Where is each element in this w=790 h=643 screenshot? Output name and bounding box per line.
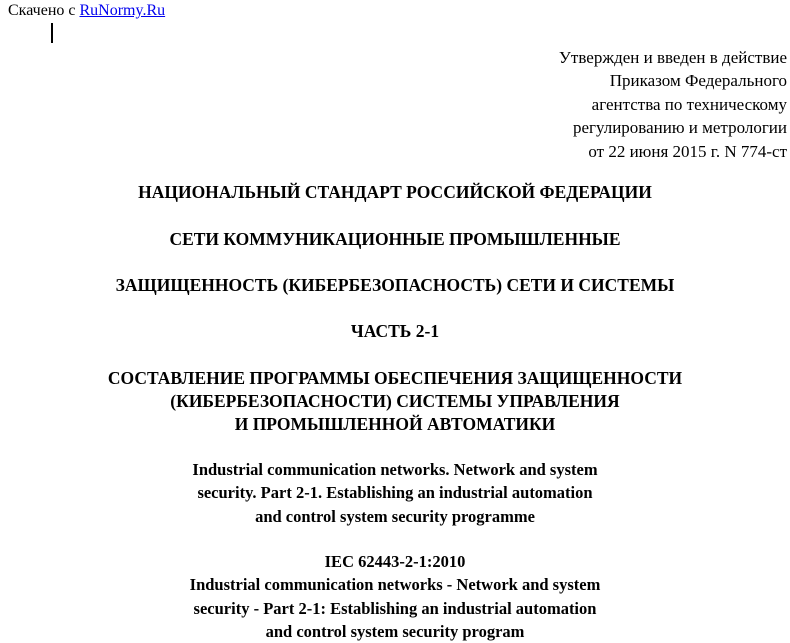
approval-line: Приказом Федерального bbox=[609, 71, 787, 91]
approval-line: Утвержден и введен в действие bbox=[558, 48, 787, 67]
text-cursor bbox=[51, 23, 53, 43]
document-title-line: (КИБЕРБЕЗОПАСНОСТИ) СИСТЕМЫ УПРАВЛЕНИЯ bbox=[170, 391, 620, 411]
english-title-line: Industrial communication networks. Network and system bbox=[192, 460, 598, 479]
approval-line: регулированию и метрологии bbox=[572, 118, 787, 138]
standard-type-heading: НАЦИОНАЛЬНЫЙ СТАНДАРТ РОССИЙСКОЙ ФЕДЕРАЦИИ bbox=[138, 182, 652, 202]
english-title-line: and control system security programme bbox=[255, 506, 535, 526]
english-title-line: security. Part 2-1. Establishing an industrial automation bbox=[197, 483, 593, 503]
document-title-line: СОСТАВЛЕНИЕ ПРОГРАММЫ ОБЕСПЕЧЕНИЯ ЗАЩИЩЕННОСТИ bbox=[107, 368, 683, 388]
iec-code: IEC 62443-2-1:2010 bbox=[324, 552, 466, 571]
part-heading: ЧАСТЬ 2-1 bbox=[350, 321, 440, 341]
iec-title-line: Industrial communication networks - Network and system bbox=[189, 575, 601, 595]
subseries-heading: ЗАЩИЩЕННОСТЬ (КИБЕРБЕЗОПАСНОСТЬ) СЕТИ И СИСТЕМЫ bbox=[115, 275, 675, 295]
approval-line: агентства по техническому bbox=[591, 94, 787, 114]
approval-block bbox=[559, 46, 787, 163]
document-title-line: И ПРОМЫШЛЕННОЙ АВТОМАТИКИ bbox=[234, 414, 556, 434]
iec-title-line: and control system security program bbox=[265, 621, 525, 641]
iec-title-line: security - Part 2-1: Establishing an industrial automation bbox=[193, 598, 597, 618]
iec-reference bbox=[0, 550, 790, 643]
runormy-link[interactable]: RuNormy.Ru bbox=[79, 2, 166, 19]
document-title bbox=[0, 367, 790, 436]
series-heading: СЕТИ КОММУНИКАЦИОННЫЕ ПРОМЫШЛЕННЫЕ bbox=[169, 229, 621, 249]
english-title bbox=[0, 458, 790, 528]
download-source-line bbox=[8, 1, 165, 21]
approval-line: от 22 июня 2015 г. N 774-ст bbox=[588, 141, 787, 161]
download-source-prefix: Скачено с bbox=[8, 2, 80, 19]
